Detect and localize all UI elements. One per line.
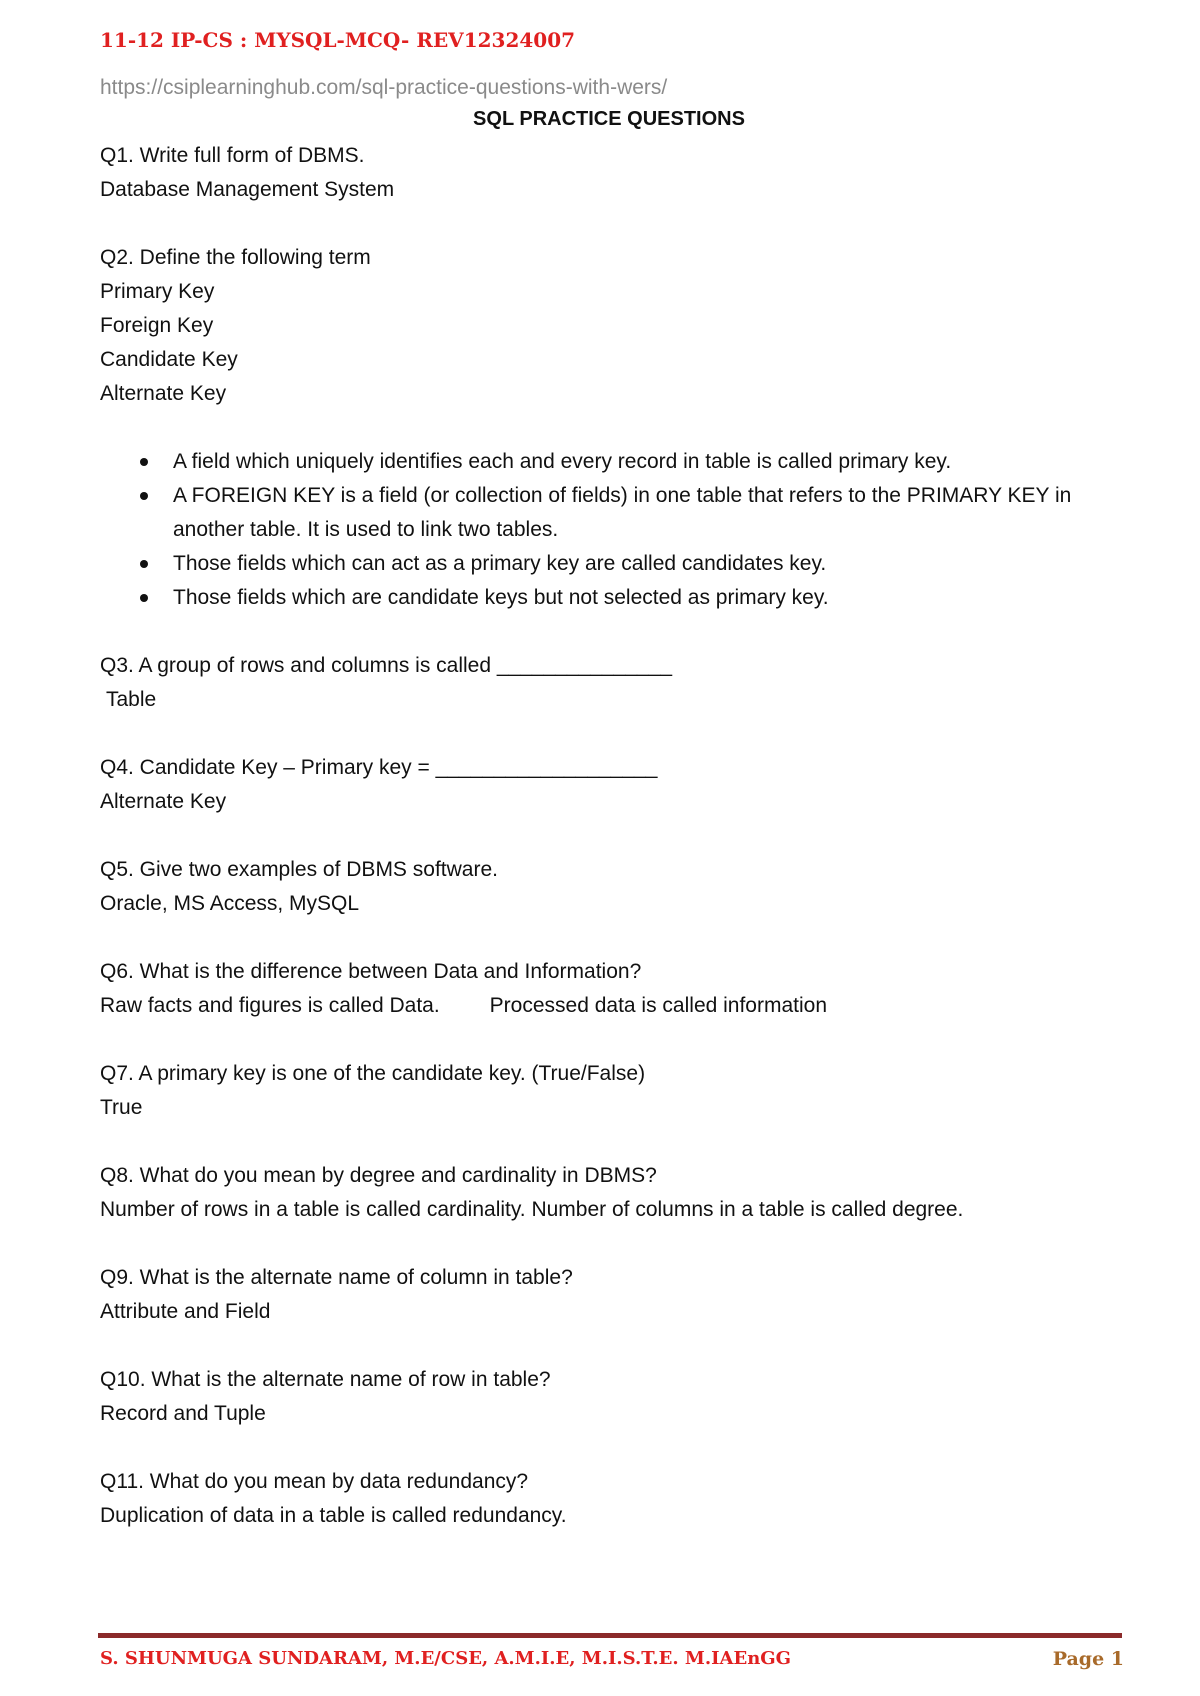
answer-6-information: Processed data is called information: [489, 994, 828, 1017]
question-10: Q10. What is the alternate name of row in table?: [100, 1368, 551, 1391]
question-1: Q1. Write full form of DBMS.: [100, 144, 365, 167]
document-body: [100, 139, 1120, 1533]
question-7: Q7. A primary key is one of the candidate key. (True/False): [100, 1062, 646, 1085]
question-6: Q6. What is the difference between Data and Information?: [100, 960, 642, 983]
question-3: Q3. A group of rows and columns is called _______________: [100, 654, 673, 677]
answer-8: Number of rows in a table is called cardinality. Number of columns in a table is called degree.: [100, 1198, 964, 1221]
term-primary-key: Primary Key: [100, 280, 215, 303]
term-candidate-key: Candidate Key: [100, 348, 238, 371]
question-11: Q11. What do you mean by data redundancy?: [100, 1470, 529, 1493]
definition-primary-key: A field which uniquely identifies each and every record in table is called primary key.: [100, 445, 1120, 479]
answer-6-data: Raw facts and figures is called Data.: [100, 994, 440, 1017]
term-alternate-key: Alternate Key: [100, 382, 227, 405]
header-title: 11-12 IP-CS : MYSQL-MCQ- REV12324007: [100, 28, 576, 52]
answer-6: [100, 989, 1120, 1023]
footer-author: S. SHUNMUGA SUNDARAM, M.E/CSE, A.M.I.E, M.I.S.T.E. M.IAEnGG: [100, 1648, 792, 1669]
answer-9: Attribute and Field: [100, 1300, 271, 1323]
header-url-link[interactable]: https://csiplearninghub.com/sql-practice-questions-with-wers/: [100, 76, 668, 99]
answer-1: Database Management System: [100, 178, 395, 201]
term-foreign-key: Foreign Key: [100, 314, 214, 337]
document-title: SQL PRACTICE QUESTIONS: [473, 108, 745, 130]
definition-foreign-key: A FOREIGN KEY is a field (or collection of fields) in one table that refers to the PRIMARY KEY in another table. It is used to link two tables.: [100, 479, 1120, 547]
answer-4: Alternate Key: [100, 790, 227, 813]
answer-7: True: [100, 1096, 143, 1119]
question-8: Q8. What do you mean by degree and cardinality in DBMS?: [100, 1164, 657, 1187]
question-9: Q9. What is the alternate name of column in table?: [100, 1266, 573, 1289]
answer-11: Duplication of data in a table is called redundancy.: [100, 1504, 567, 1527]
definition-candidate-key: Those fields which can act as a primary key are called candidates key.: [100, 547, 1120, 581]
question-2: Q2. Define the following term: [100, 246, 371, 269]
definition-list: [100, 445, 1120, 615]
footer-divider: [98, 1633, 1122, 1638]
question-4: Q4. Candidate Key – Primary key = ___________________: [100, 756, 658, 779]
page-number: Page 1: [1052, 1648, 1124, 1670]
answer-10: Record and Tuple: [100, 1402, 266, 1425]
answer-5: Oracle, MS Access, MySQL: [100, 892, 360, 915]
answer-3: Table: [106, 688, 157, 711]
definition-alternate-key: Those fields which are candidate keys but not selected as primary key.: [100, 581, 1120, 615]
question-5: Q5. Give two examples of DBMS software.: [100, 858, 498, 881]
